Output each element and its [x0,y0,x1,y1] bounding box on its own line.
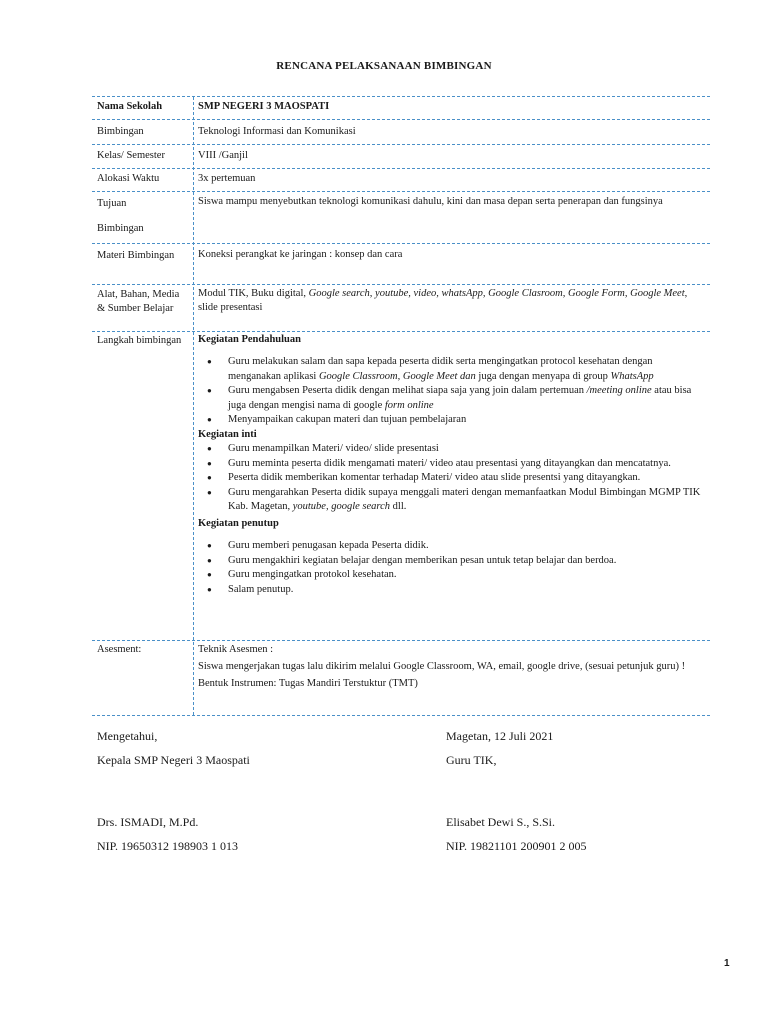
heading-inti: Kegiatan inti [198,428,257,440]
asesmen-content [198,643,708,691]
value-bimbingan: Teknologi Informasi dan Komunikasi [198,126,356,137]
list-item: ● Salam penutup. [198,583,708,598]
row-divider [92,243,710,244]
heading-pendahuluan: Kegiatan Pendahuluan [198,334,301,345]
page-number: 1 [724,958,730,969]
table-border-top [92,96,710,97]
sig-left-line1: Mengetahui, [97,729,158,743]
asesmen-bentuk: Bentuk Instrumen: Tugas Mandiri Terstuktur (TMT) [198,678,418,689]
row-divider [92,119,710,120]
list-item: ● Guru mengingatkan protokol kesehatan. [198,568,708,583]
list-item: ● Menyampaikan cakupan materi dan tujuan pembelajaran [198,413,708,428]
value-materi: Koneksi perangkat ke jaringan : konsep dan cara [198,249,403,260]
asesmen-desc: Siswa mengerjakan tugas lalu dikirim melalui Google Classroom, WA, email, google drive, (sesuai petunjuk guru) ! [198,661,686,672]
list-item: ● Guru melakukan salam dan sapa kepada peserta didik serta mengingatkan protocol kesehatan dengan menganakan aplikasi Google Classroom, Google Meet dan juga dengan menyapa di group WhatsApp [198,355,708,384]
label-nama-sekolah: Nama Sekolah [97,101,163,112]
list-penutup [198,539,708,597]
column-divider [193,97,194,715]
sig-left-name: Drs. ISMADI, M.Pd. [97,815,199,829]
label-tujuan: Tujuan [97,198,127,209]
row-divider [92,191,710,192]
value-alat-bahan [198,287,708,315]
sig-right-nip: NIP. 19821101 200901 2 005 [446,839,587,853]
heading-penutup: Kegiatan penutup [198,517,279,529]
list-item: ● Guru mengarahkan Peserta didik supaya menggali materi dengan memanfaatkan Modul Bimbingan MGMP TIK Kab. Magetan, youtube, google search dll. [198,486,708,515]
sig-right-line2: Guru TIK, [446,753,497,767]
alat-apps: Google search, youtube, video, whatsApp, Google Clasroom, Google Form, Google Meet [308,288,685,299]
sig-right-name: Elisabet Dewi S., S.Si. [446,815,556,829]
list-item: ● Peserta didik memberikan komentar terhadap Materi/ video atau slide presentsi yang ditayangkan. [198,471,708,486]
value-alokasi-waktu: 3x pertemuan [198,173,256,184]
sig-left-line2: Kepala SMP Negeri 3 Maospati [97,753,250,767]
row-divider [92,284,710,285]
label-kelas-semester: Kelas/ Semester [97,150,165,161]
list-item: ● Guru meminta peserta didik mengamati materi/ video atau presentasi yang ditayangkan dan mencatatnya. [198,457,708,472]
list-inti [198,442,708,515]
asesmen-teknik: Teknik Asesmen : [198,644,274,655]
label-materi: Materi Bimbingan [97,250,175,261]
table-border-bottom [92,715,710,716]
alat-text-end: , slide presentasi [198,288,688,313]
sig-right-line1: Magetan, 12 Juli 2021 [446,729,554,743]
row-divider [92,168,710,169]
label-tujuan-bimbingan: Bimbingan [97,223,144,234]
list-pendahuluan [198,355,708,428]
row-divider [92,331,710,332]
value-kelas-semester: VIII /Ganjil [198,150,248,161]
list-item: ● Guru mengabsen Peserta didik dengan melihat siapa saja yang join dalam pertemuan /meeting online atau bisa juga dengan mengisi nama di google form online [198,384,708,413]
label-bimbingan: Bimbingan [97,126,144,137]
label-asesmen: Asesment: [97,644,142,655]
sig-left-nip: NIP. 19650312 198903 1 013 [97,839,239,853]
list-item: ● Guru mengakhiri kegiatan belajar dengan memberikan pesan untuk tetap belajar dan berdoa. [198,554,708,569]
document-title: RENCANA PELAKSANAAN BIMBINGAN [276,60,492,72]
value-tujuan: Siswa mampu menyebutkan teknologi komunikasi dahulu, kini dan masa depan serta penerapan dan fungsinya [198,196,663,207]
row-divider [92,640,710,641]
list-item: ● Guru menampilkan Materi/ video/ slide presentasi [198,442,708,457]
langkah-content [198,333,708,597]
row-divider [92,144,710,145]
list-item: ● Guru memberi penugasan kepada Peserta didik. [198,539,708,554]
label-alokasi-waktu: Alokasi Waktu [97,173,160,184]
label-langkah: Langkah bimbingan [97,335,182,346]
alat-text: Modul TIK, Buku digital, [198,288,309,299]
value-nama-sekolah: SMP NEGERI 3 MAOSPATI [198,101,330,112]
label-alat-bahan: Alat, Bahan, Media & Sumber Belajar [97,289,180,314]
